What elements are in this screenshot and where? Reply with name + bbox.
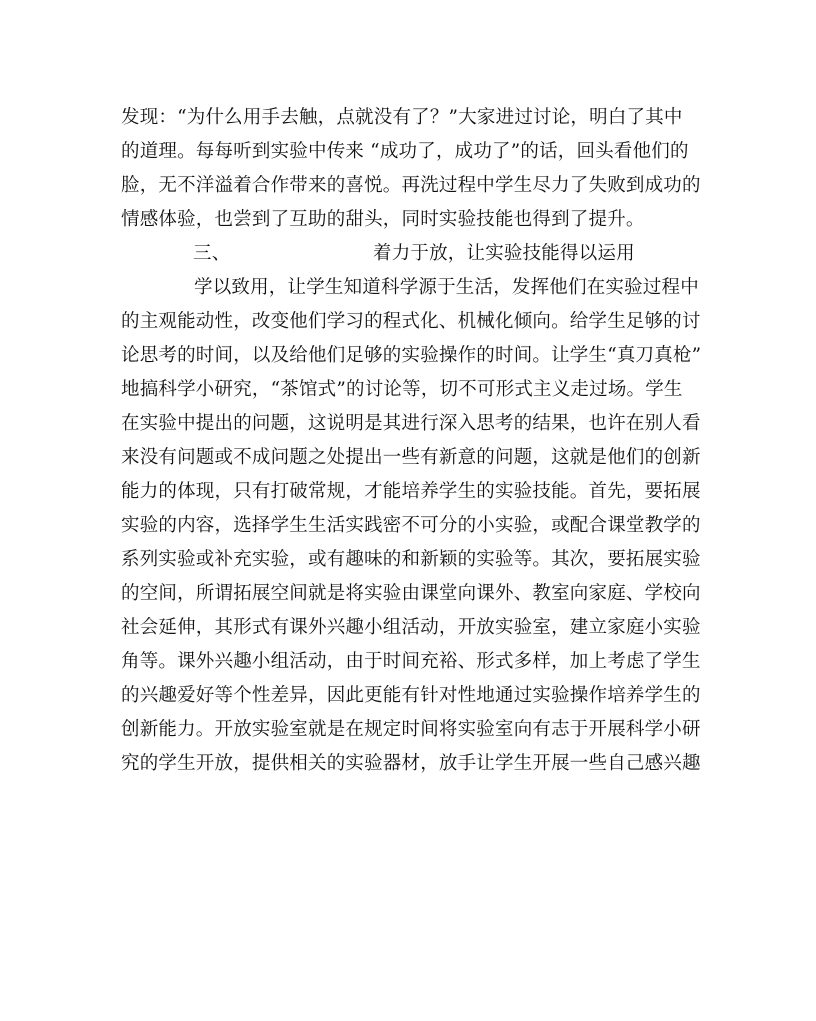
paragraph-line: 的兴趣爱好等个性差异，因此更能有针对性地通过实验操作培养学生的 — [121, 685, 701, 706]
paragraph-line: 地搞科学小研究，“茶馆式”的讨论等，切不可形式主义走过场。学生 — [121, 379, 683, 400]
document-body — [121, 101, 701, 781]
section-number: 三、 — [193, 243, 231, 264]
paragraph-line: 论思考的时间，以及给他们足够的实验操作的时间。让学生“真刀真枪” — [121, 345, 702, 366]
paragraph-line: 实验的内容，选择学生生活实践密不可分的小实验，或配合课堂教学的 — [121, 515, 701, 536]
section-title: 着力于放，让实验技能得以运用 — [373, 243, 635, 264]
paragraph-line: 脸，无不洋溢着合作带来的喜悦。再洗过程中学生尽力了失败到成功的 — [121, 175, 701, 196]
paragraph-first-line: 学以致用，让学生知道科学源于生活，发挥他们在实验过程中 — [194, 277, 699, 298]
paragraph-line: 的道理。每每听到实验中传来 “成功了，成功了”的话，回头看他们的 — [121, 141, 689, 162]
paragraph-line: 情感体验，也尝到了互助的甜头，同时实验技能也得到了提升。 — [121, 209, 645, 230]
section-heading — [121, 237, 701, 271]
paragraph-line: 社会延伸，其形式有课外兴趣小组活动，开放实验室，建立家庭小实验 — [121, 617, 701, 638]
paragraph-line: 究的学生开放，提供相关的实验器材，放手让学生开展一些自己感兴趣 — [121, 753, 701, 774]
paragraph-line: 创新能力。开放实验室就是在规定时间将实验室向有志于开展科学小研 — [121, 719, 701, 740]
paragraph-line: 能力的体现，只有打破常规，才能培养学生的实验技能。首先，要拓展 — [121, 481, 701, 502]
paragraph-line: 角等。课外兴趣小组活动，由于时间充裕、形式多样，加上考虑了学生 — [121, 651, 701, 672]
paragraph-line: 在实验中提出的问题，这说明是其进行深入思考的结果，也许在别人看 — [121, 413, 701, 434]
paragraph-line: 的空间，所谓拓展空间就是将实验由课堂向课外、教室向家庭、学校向 — [121, 583, 701, 604]
paragraph-line: 来没有问题或不成问题之处提出一些有新意的问题，这就是他们的创新 — [121, 447, 701, 468]
paragraph-line: 发现：“为什么用手去触，点就没有了？”大家进过讨论，明白了其中 — [121, 107, 683, 128]
paragraph-line: 的主观能动性，改变他们学习的程式化、机械化倾向。给学生足够的讨 — [121, 311, 701, 332]
paragraph-line: 系列实验或补充实验，或有趣味的和新颖的实验等。其次，要拓展实验 — [121, 549, 701, 570]
